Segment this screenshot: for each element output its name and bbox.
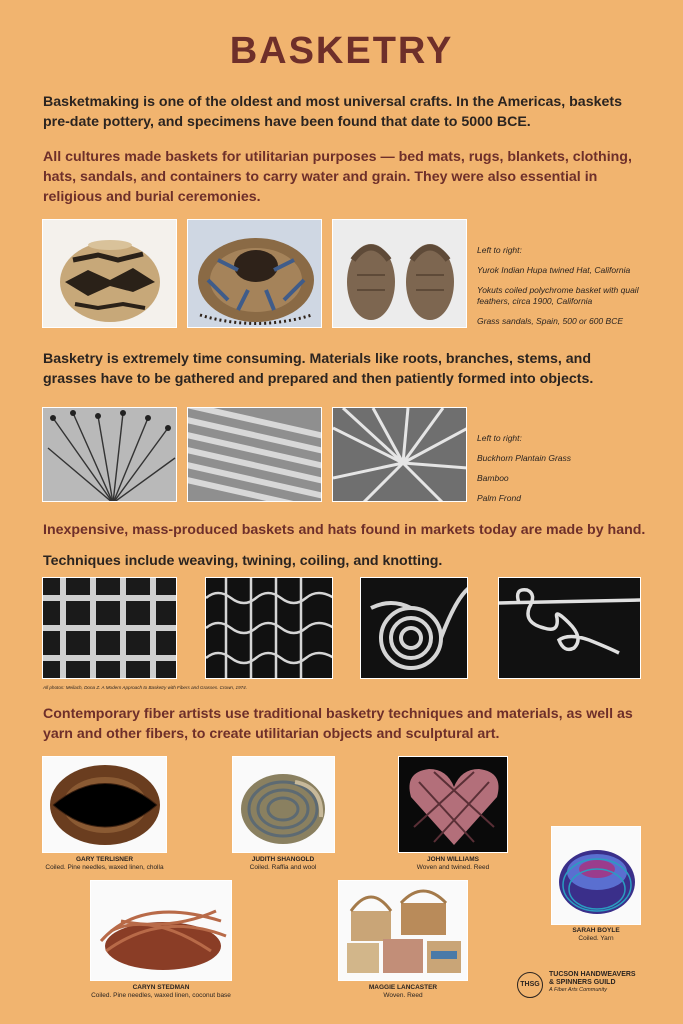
artist-medium: Woven and twined. Reed: [416, 864, 490, 871]
terlisner-basket-photo: [42, 756, 167, 853]
boyle-bowl-photo: [551, 826, 641, 925]
williams-heart-photo: [398, 756, 508, 853]
cultures-paragraph: All cultures made baskets for utilitarian purposes — bed mats, rugs, blankets, clothing, hats, sandals, and containers to carry water and grain. They were also essential in religious and burial ceremonies.: [43, 149, 632, 205]
artist-card: [531, 927, 661, 943]
logo-mark: THSG: [517, 972, 543, 998]
artist-card: [76, 984, 246, 1000]
weaving-photo: [42, 577, 177, 679]
artist-medium: Woven. Reed: [383, 992, 423, 999]
caption-lead: Left to right:: [477, 245, 522, 255]
caption-lead: Left to right:: [477, 433, 522, 443]
logo-line1: TUCSON HANDWEAVERS: [549, 971, 636, 978]
hupa-hat-photo: [42, 219, 177, 328]
artist-card: [208, 856, 358, 872]
shangold-basket-photo: [232, 756, 335, 853]
lancaster-baskets-photo: [338, 880, 468, 981]
artist-card: [328, 984, 478, 1000]
artist-card: [22, 856, 187, 872]
caption-item: Palm Frond: [477, 493, 521, 503]
coiling-photo: [360, 577, 468, 679]
guild-logo: [517, 971, 667, 1001]
palm-frond-photo: [332, 407, 467, 502]
grass-sandals-photo: [332, 219, 467, 328]
caption-item: Yokuts coiled polychrome basket with quail feathers, circa 1900, California: [477, 285, 639, 306]
techniques-paragraph: Techniques include weaving, twining, coiling, and knotting.: [43, 553, 443, 569]
photo-caption-1: [477, 245, 667, 336]
photo-caption-2: [477, 433, 667, 513]
caption-item: Grass sandals, Spain, 500 or 600 BCE: [477, 316, 623, 326]
artist-medium: Coiled. Yarn: [578, 935, 614, 942]
artist-medium: Coiled. Pine needles, waxed linen, cholla: [45, 864, 164, 871]
artist-name: CARYN STEDMAN: [132, 984, 190, 991]
artist-name: JOHN WILLIAMS: [427, 856, 479, 863]
artist-card: [380, 856, 526, 872]
caption-item: Bamboo: [477, 473, 509, 483]
artist-name: JUDITH SHANGOLD: [251, 856, 315, 863]
logo-tagline: A Fiber Arts Community: [549, 987, 607, 993]
artist-name: GARY TERLISNER: [75, 856, 134, 863]
bamboo-photo: [187, 407, 322, 502]
caption-item: Yurok Indian Hupa twined Hat, California: [477, 265, 631, 275]
artist-medium: Coiled. Pine needles, waxed linen, coconut base: [91, 992, 231, 999]
yokuts-basket-photo: [187, 219, 322, 328]
intro-paragraph: Basketmaking is one of the oldest and most universal crafts. In the Americas, baskets pre-date pottery, and specimens have been found that date to 5000 BCE.: [43, 94, 622, 130]
inexpensive-paragraph: Inexpensive, mass-produced baskets and hats found in markets today are made by hand.: [43, 522, 646, 538]
logo-line2: & SPINNERS GUILD: [549, 979, 616, 986]
stedman-basket-photo: [90, 880, 232, 981]
knotting-photo: [498, 577, 641, 679]
time-paragraph: Basketry is extremely time consuming. Materials like roots, branches, stems, and grasses have to be gathered and prepared and then patiently formed into objects.: [43, 351, 594, 387]
contemporary-paragraph: Contemporary fiber artists use traditional basketry techniques and materials, as well as yarn and other fibers, to create utilitarian objects and sculptural art.: [43, 706, 633, 742]
artist-medium: Coiled. Raffia and wool: [249, 864, 317, 871]
buckhorn-grass-photo: [42, 407, 177, 502]
caption-item: Buckhorn Plantain Grass: [477, 453, 572, 463]
artist-name: SARAH BOYLE: [572, 927, 620, 934]
artist-name: MAGGIE LANCASTER: [368, 984, 438, 991]
twining-photo: [205, 577, 333, 679]
page-title: BASKETRY: [229, 30, 454, 72]
photo-credit: All photos: Meilach, Dona Z. A Modern Approach to Basketry with Fibers and Grasses. Crown, 1974.: [43, 685, 248, 690]
